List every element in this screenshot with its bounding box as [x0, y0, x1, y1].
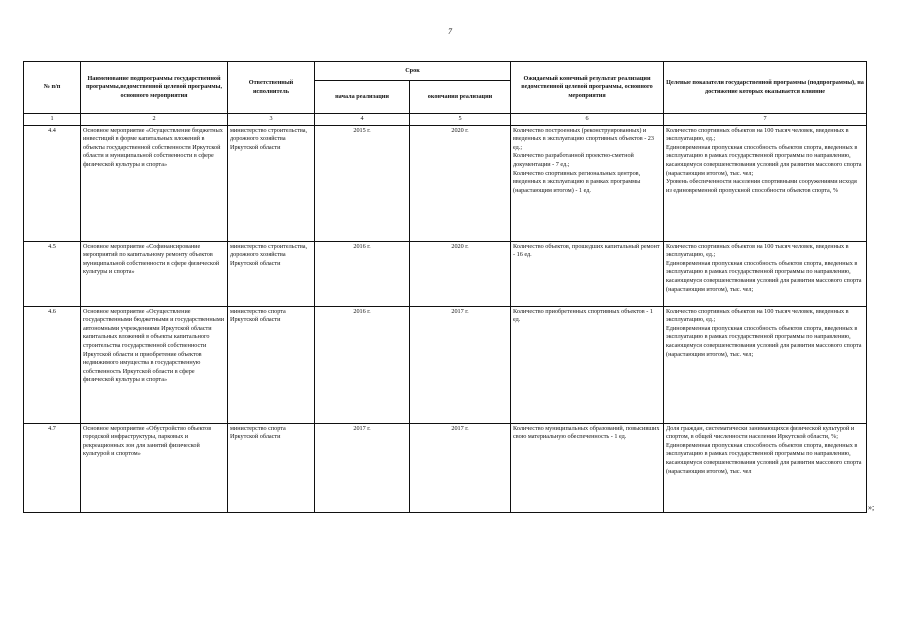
row-indicators: Доля граждан, систематически занимающихся физической культурой и спортом, в общей численности населения Иркутской области, %; Единовременная пропускная способность объектов спорта, введенных в эксплуатацию в рамках государственной программы по направлению, касающемуся совершенствования условий для развития массового спорта (нарастающим итогом), тыс. чел — [664, 423, 867, 512]
row-number: 4.6 — [24, 306, 81, 423]
header-name: Наименование подпрограммы государственной программы,ведомственной целевой программы, основного мероприятия — [81, 62, 228, 114]
row-executor: министерство строительства, дорожного хозяйства Иркутской области — [228, 125, 315, 241]
row-start: 2016 г. — [315, 241, 410, 306]
page-number: 7 — [448, 27, 452, 36]
row-executor: министерство спорта Иркутской области — [228, 306, 315, 423]
row-start: 2015 г. — [315, 125, 410, 241]
header-start: начала реализации — [315, 81, 410, 114]
column-index: 7 — [664, 114, 867, 126]
column-index: 2 — [81, 114, 228, 126]
header-num: № п/п — [24, 62, 81, 114]
row-executor: министерство строительства, дорожного хозяйства Иркутской области — [228, 241, 315, 306]
table-row — [24, 306, 867, 423]
row-start: 2017 г. — [315, 423, 410, 512]
table-row — [24, 125, 867, 241]
row-end: 2020 г. — [410, 125, 511, 241]
row-result: Количество муниципальных образований, повысивших свою материальную обеспеченность - 1 ед. — [511, 423, 664, 512]
row-end: 2020 г. — [410, 241, 511, 306]
column-index: 6 — [511, 114, 664, 126]
header-indicators: Целевые показатели государственной программы (подпрограммы), на достижение которых оказывается влияние — [664, 62, 867, 114]
header-executor: Ответственный исполнитель — [228, 62, 315, 114]
program-table — [23, 61, 867, 513]
row-end: 2017 г. — [410, 423, 511, 512]
row-indicators: Количество спортивных объектов на 100 тысяч человек, введенных в эксплуатацию, ед.; Единовременная пропускная способность объектов спорта, введенных в эксплуатацию в рамках государственной программы по направлению, касающемуся совершенствования условий для развития массового спорта (нарастающим итогом), тыс. чел; — [664, 306, 867, 423]
row-result: Количество построенных (реконструированных) и введенных в эксплуатацию спортивных объектов - 23 ед.; Количество разработанной проектно-сметной документации - 7 ед.; Количество спортивных региональных центров, введенных в эксплуатацию в рамках программы (нарастающим итогом) - 1 ед. — [511, 125, 664, 241]
table-row — [24, 423, 867, 512]
closing-quote-mark: »; — [868, 503, 875, 512]
row-name: Основное мероприятие «Осуществление государственными бюджетными и государственными автономными учреждениями Иркутской области капитальных вложений в объекты капитального строительства государственной собственности Иркутской области и приобретение объектов недвижимого имущества в государственную собственность Иркутской области в сфере физической культуры и спорта» — [81, 306, 228, 423]
row-number: 4.7 — [24, 423, 81, 512]
table-row — [24, 241, 867, 306]
column-index: 5 — [410, 114, 511, 126]
row-number: 4.5 — [24, 241, 81, 306]
row-start: 2016 г. — [315, 306, 410, 423]
row-end: 2017 г. — [410, 306, 511, 423]
column-index: 4 — [315, 114, 410, 126]
row-result: Количество объектов, прошедших капитальный ремонт - 16 ед. — [511, 241, 664, 306]
column-index-row — [24, 114, 867, 126]
column-index: 3 — [228, 114, 315, 126]
row-name: Основное мероприятие «Обустройство объектов городской инфраструктуры, парковых и рекреационных зон для занятий физической культурой и спортом» — [81, 423, 228, 512]
row-result: Количество приобретенных спортивных объектов - 1 ед. — [511, 306, 664, 423]
row-executor: министерство спорта Иркутской области — [228, 423, 315, 512]
row-number: 4.4 — [24, 125, 81, 241]
row-name: Основное мероприятие «Осуществление бюджетных инвестиций в форме капитальных вложений в объекты государственной собственности Иркутской области и муниципальной собственности в сфере физической культуры и спорта» — [81, 125, 228, 241]
column-index: 1 — [24, 114, 81, 126]
header-end: окончания реализации — [410, 81, 511, 114]
header-result: Ожидаемый конечный результат реализации ведомственной целевой программы, основного мероприятия — [511, 62, 664, 114]
header-term: Срок — [315, 62, 511, 81]
row-indicators: Количество спортивных объектов на 100 тысяч человек, введенных в эксплуатацию, ед.; Единовременная пропускная способность объектов спорта, введенных в эксплуатацию в рамках государственной программы по направлению, касающемуся совершенствования условий для развития массового спорта (нарастающим итогом), тыс. чел; — [664, 241, 867, 306]
row-indicators: Количество спортивных объектов на 100 тысяч человек, введенных в эксплуатацию, ед.; Единовременная пропускная способность объектов спорта, введенных в эксплуатацию в рамках государственной программы по направлению, касающемуся совершенствования условий для развития массового спорта (нарастающим итогом), тыс. чел; Уровень обеспеченности населения спортивными сооружениями исходя из единовременной пропускной способности объектов спорта, % — [664, 125, 867, 241]
row-name: Основное мероприятие «Софинансирование мероприятий по капитальному ремонту объектов муниципальной собственности в сфере физической культуры и спорта» — [81, 241, 228, 306]
